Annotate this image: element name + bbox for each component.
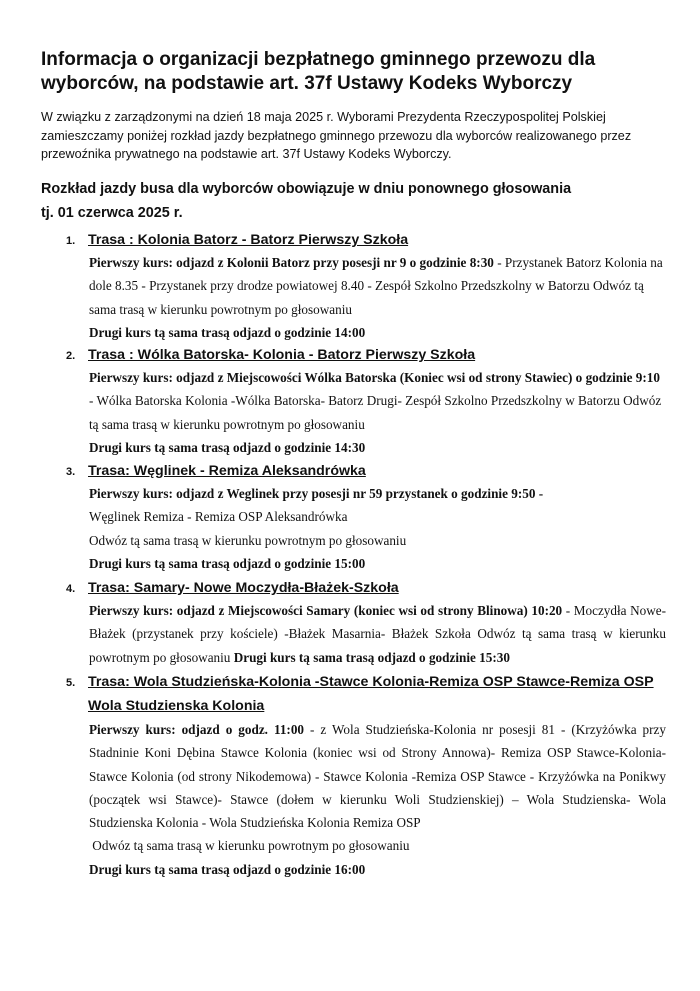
first-run: Pierwszy kurs: odjazd o godz. 11:00 (89, 722, 305, 737)
route-name: Trasa : Wólka Batorska- Kolonia - Batorz Pierwszy Szkoła (88, 347, 476, 363)
route-details (89, 482, 666, 575)
route-name: Trasa: Węglinek - Remiza Aleksandrówka (88, 463, 366, 479)
route-number: 2. (66, 350, 76, 362)
first-run: Pierwszy kurs: odjazd z Weglinek przy posesji nr 59 przystanek o godzinie 9:50 - (89, 486, 544, 501)
route-item-5 (66, 670, 666, 881)
route-item-1 (66, 229, 666, 344)
second-run: Drugi kurs tą sama trasą odjazd o godzinie 16:00 (89, 861, 366, 877)
first-run: Pierwszy kurs: odjazd z Kolonii Batorz przy posesji nr 9 o godzinie 8:30 (89, 255, 494, 270)
route-item-4 (66, 577, 666, 669)
second-run: Drugi kurs tą sama trasą odjazd o godzinie 14:30 (89, 439, 366, 455)
route-number: 1. (66, 235, 76, 247)
return-note: Odwóz tą sama trasą w kierunku powrotnym po głosowaniu (89, 838, 410, 854)
first-run-stops: - Moczydła Nowe- Błażek (przystanek przy kościele) -Błażek Masarnia- Błażek Szkoła Odwóz tą sama trasą w kierunku powrotnym po głosowaniu (89, 603, 666, 665)
route-number: 3. (66, 466, 76, 478)
second-run: Drugi kurs tą sama trasą odjazd o godzinie 15:30 (233, 649, 510, 665)
second-run: Drugi kurs tą sama trasą odjazd o godzinie 15:00 (89, 555, 366, 571)
page-title: Informacja o organizacji bezpłatnego gminnego przewozu dla wyborców, na podstawie art. 37f Ustawy Kodeks Wyborczy (41, 49, 596, 94)
return-note: Odwóz tą sama trasą w kierunku powrotnym po głosowaniu (89, 532, 407, 548)
first-run-stops: Węglinek Remiza - Remiza OSP Aleksandrówka (89, 509, 348, 525)
route-details (89, 718, 666, 881)
route-item-2 (66, 344, 666, 459)
route-details (89, 599, 666, 669)
first-run-stops: - Przystanek Batorz Kolonia na dole 8.35 - Przystanek przy drodze powiatowej 8.40 - Zespół Szkolno Przedszkolny w Batorzu Odwóz tą sama trasą w kierunku powrotnym po głosowaniu (89, 255, 663, 317)
first-run-stops: - Wólka Batorska Kolonia -Wólka Batorska- Batorz Drugi- Zespół Szkolno Przedszkolny w Batorzu Odwóz tą sama trasą w kierunku powrotnym po głosowaniu (89, 393, 662, 432)
first-run-stops: - z Wola Studzieńska-Kolonia nr posesji 81 - (Krzyżówka przy Stadninie Koni Dębina Stawce Kolonia (koniec wsi od Strony Annowa)- Remiza OSP Stawce-Kolonia- Stawce Kolonia (od strony Nikodemowa) - Stawce Kolonia -Remiza OSP Stawce - Krzyżówka na Ponikwy (początek wsi Stawce)- Stawce (dołem w kierunku Woli Studzienskiej) – Wola Studzienska- Wola Studzienska Kolonia - Wola Studzieńska Kolonia Remiza OSP (89, 722, 666, 831)
schedule-heading-date: tj. 01 czerwca 2025 r. (41, 204, 183, 221)
intro-paragraph: W związku z zarządzonymi na dzień 18 maja 2025 r. Wyborami Prezydenta Rzeczypospolitej Polskiej zamieszczamy poniżej rozkład jazdy bezpłatnego gminnego przewozu dla wyborców realizowanego przez przewoźnika prywatnego na podstawie art. 37f Ustawy Kodeks Wyborczy. (41, 110, 632, 161)
route-name: Trasa: Samary- Nowe Moczydła-Błażek-Szkoła (88, 580, 399, 596)
route-name: Trasa : Kolonia Batorz - Batorz Pierwszy Szkoła (88, 232, 409, 248)
route-name-line1: Trasa: Wola Studzieńska-Kolonia -Stawce Kolonia-Remiza OSP Stawce-Remiza OSP (88, 674, 654, 690)
route-details (89, 366, 666, 459)
first-run: Pierwszy kurs: odjazd z Miejscowości Wólka Batorska (Koniec wsi od strony Stawiec) o godzinie 9:10 (89, 370, 660, 385)
route-number: 5. (66, 677, 76, 689)
route-number: 4. (66, 583, 76, 595)
second-run: Drugi kurs tą sama trasą odjazd o godzinie 14:00 (89, 324, 366, 340)
first-run: Pierwszy kurs: odjazd z Miejscowości Samary (koniec wsi od strony Blinowa) 10:20 (89, 603, 563, 618)
route-name-line2: Wola Studzienska Kolonia (88, 698, 265, 714)
route-details (89, 251, 666, 344)
schedule-heading (41, 178, 661, 225)
schedule-heading-line1: Rozkład jazdy busa dla wyborców obowiązuje w dniu ponownego głosowania (41, 181, 572, 197)
route-name (88, 670, 654, 718)
route-item-3 (66, 460, 666, 575)
